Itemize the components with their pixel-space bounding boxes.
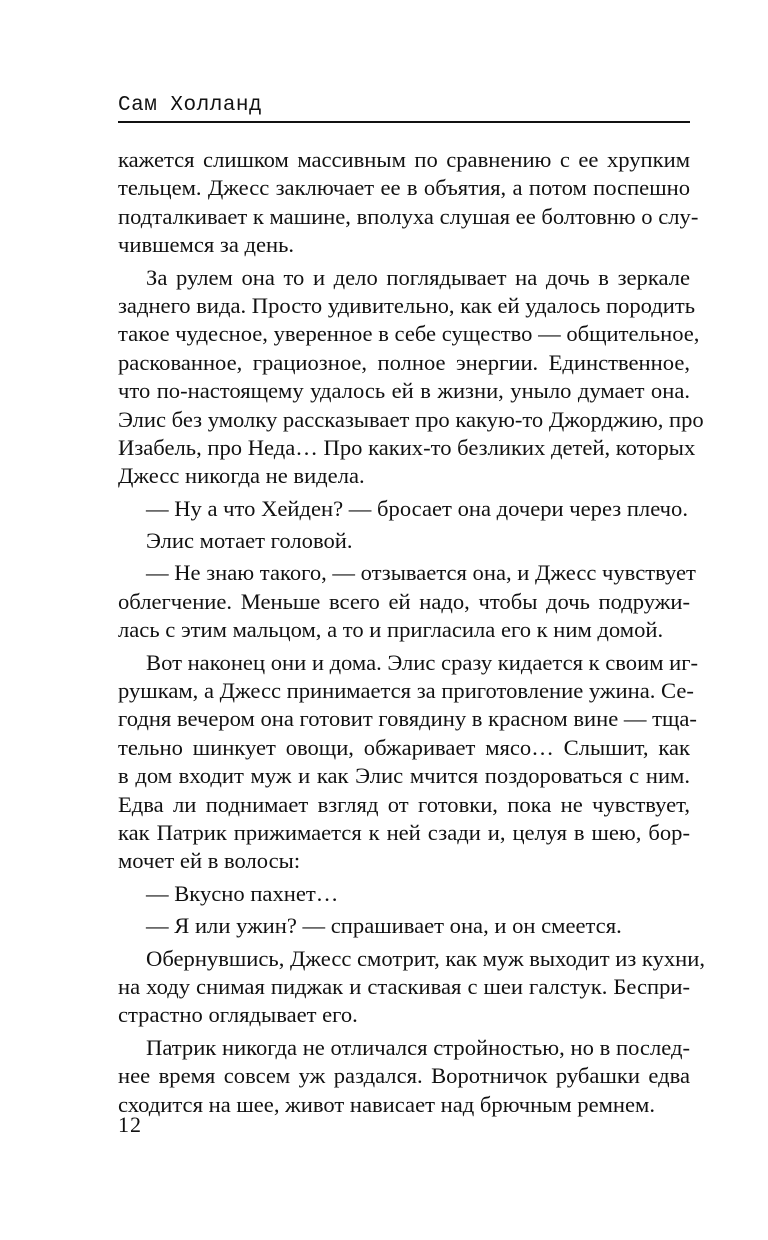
text-line: рушкам, а Джесс принимается за приготовление ужина. Се- — [118, 678, 694, 704]
text-line: Обернувшись, Джесс смотрит, как муж выходит из кухни, — [146, 945, 705, 971]
paragraph — [118, 880, 690, 908]
text-line: Элис без умолку рассказывает про какую-то Джорджию, про — [118, 406, 704, 432]
text-line: на ходу снимая пиджак и стаскивая с шеи галстук. Беспри- — [118, 973, 690, 999]
text-line: — Не знаю такого, — отзывается она, и Джесс чувствует — [146, 560, 696, 586]
text-line: чившемся за день. — [118, 232, 295, 258]
text-line: сходится на шее, живот нависает над брючным ремнем. — [118, 1091, 655, 1117]
text-line: заднего вида. Просто удивительно, как ей удалось породить — [118, 292, 696, 318]
text-line: раскованное, грациозное, полное энергии. Единственное, — [118, 349, 690, 375]
paragraph — [118, 649, 699, 876]
paragraph — [118, 264, 704, 491]
text-line: как Патрик прижимается к ней сзади и, целуя в шею, бор- — [118, 819, 690, 845]
text-line: Джесс никогда не видела. — [118, 463, 365, 489]
text-line: в дом входит муж и как Элис мчится поздороваться с ним. — [118, 763, 690, 789]
text-line: — Ну а что Хейден? — бросает она дочери через плечо. — [146, 495, 688, 521]
paragraph — [118, 527, 690, 555]
text-line: Элис мотает головой. — [146, 528, 353, 554]
paragraph — [118, 945, 705, 1030]
text-line: годня вечером она готовит говядину в красном вине — тща- — [118, 706, 697, 732]
running-head: Сам Холланд — [118, 94, 263, 117]
text-line: лась с этим мальцом, а то и пригласила его к ним домой. — [118, 617, 664, 643]
text-line: — Я или ужин? — спрашивает она, и он смеется. — [146, 913, 622, 939]
body-text — [118, 146, 705, 1119]
text-line: тельно шинкует овощи, обжаривает мясо… Слышит, как — [118, 734, 690, 760]
paragraph — [118, 495, 690, 523]
text-line: Вот наконец они и дома. Элис сразу кидается к своим иг- — [146, 649, 699, 675]
text-line: тельцем. Джесс заключает ее в объятия, а потом поспешно — [118, 175, 690, 201]
text-line: страстно оглядывает его. — [118, 1002, 358, 1028]
text-line: что по-настоящему удалось ей в жизни, уныло думает она. — [118, 378, 690, 404]
text-line: Едва ли поднимает взгляд от готовки, пока не чувствует, — [118, 791, 690, 817]
text-line: облегчение. Меньше всего ей надо, чтобы дочь подружи- — [118, 588, 690, 614]
text-line: За рулем она то и дело поглядывает на дочь в зеркале — [146, 264, 690, 290]
text-line: Изабель, про Неда… Про каких-то безликих детей, которых — [118, 434, 696, 460]
text-line: мочет ей в волосы: — [118, 848, 301, 874]
text-line: такое чудесное, уверенное в себе существо — общительное, — [118, 321, 700, 347]
paragraph — [118, 1034, 690, 1119]
text-line: кажется слишком массивным по сравнению с ее хрупким — [118, 147, 690, 172]
text-line: — Вкусно пахнет… — [146, 880, 339, 906]
text-line: нее время совсем уж раздался. Воротничок рубашки едва — [118, 1063, 690, 1089]
page-number: 12 — [118, 1112, 142, 1137]
paragraph — [118, 146, 699, 260]
text-line: подталкивает к машине, вполуха слушая ее болтовню о слу- — [118, 203, 699, 229]
text-line: Патрик никогда не отличался стройностью, но в послед- — [146, 1034, 690, 1060]
paragraph — [118, 559, 696, 644]
header-rule — [118, 121, 690, 123]
paragraph — [118, 912, 690, 940]
